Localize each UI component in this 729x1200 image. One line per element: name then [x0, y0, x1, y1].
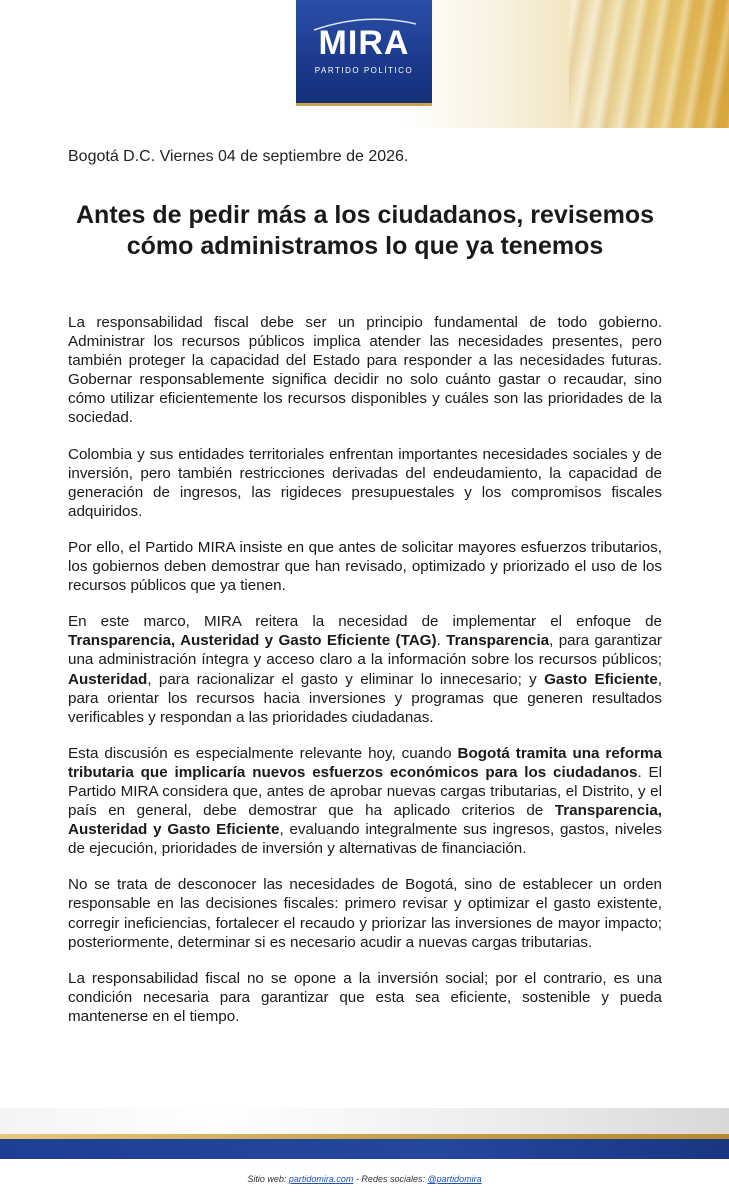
paragraph-4-bold: Transparencia, Austeridad y Gasto Eficiente (TAG) [68, 632, 437, 650]
footer-social-label: - Redes sociales: [353, 1174, 428, 1184]
paragraph-5-bold: Transparencia, Austeridad y Gasto Eficiente [68, 802, 662, 839]
footer-web-label: Sitio web: [247, 1174, 289, 1184]
paragraph-6: No se trata de desconocer las necesidades de Bogotá, sino de establecer un orden responsable en las decisiones fiscales: primero revisar y optimizar el gasto existente, corregir ineficiencias, fortalecer el recaudo y priorizar las inversiones de mayor impacto; posteriormente, determinar si es necesario acudir a nuevas cargas tributarias. [68, 876, 662, 951]
paragraph-2: Colombia y sus entidades territoriales enfrentan importantes necesidades sociales y de inversión, pero también restricciones derivadas del endeudamiento, la capacidad de generación de ingresos, las rigideces presupuestales y los compromisos fiscales adquiridos. [68, 445, 662, 520]
paragraph-4-text: . [436, 632, 447, 650]
footer-band [0, 1108, 729, 1134]
paragraph-5 [68, 744, 662, 859]
logo-subtitle: PARTIDO POLÍTICO [314, 66, 414, 75]
paragraph-4-bold: Transparencia [446, 632, 550, 650]
paragraph-4-text: , para orientar los recursos hacia inversiones y programas que generen resultados verificables y respondan a las prioridades ciudadanas. [68, 670, 662, 726]
paragraph-5-text: , evaluando integralmente sus ingresos, gastos, niveles de ejecución, prioridades de inversión y alternativas de financiación. [68, 821, 662, 858]
paragraph-4-bold: Austeridad [68, 670, 148, 688]
paragraph-4-text: En este marco, MIRA reitera la necesidad de implementar el enfoque de [68, 613, 662, 631]
footer-contact [0, 1174, 729, 1184]
paragraph-3: Por ello, el Partido MIRA insiste en que antes de solicitar mayores esfuerzos tributarios, los gobiernos deben demostrar que han revisado, optimizado y priorizado el uso de los recursos públicos que ya tienen. [68, 538, 662, 595]
paragraph-7: La responsabilidad fiscal no se opone a la inversión social; por el contrario, es una condición necesaria para garantizar que esta sea eficiente, sostenible y pueda mantenerse en el tiempo. [68, 969, 662, 1025]
paragraph-5-text: . El Partido MIRA considera que, antes de aprobar nuevas cargas tributarias, el Distrito, y el país en general, debe demostrar que ha aplicado criterios de [68, 763, 662, 820]
logo-text: MIRA [318, 24, 410, 62]
paragraph-4-bold: Gasto Eficiente [544, 670, 658, 688]
footer-blue-stripe [0, 1139, 729, 1159]
social-link[interactable]: @partidomira [427, 1174, 482, 1184]
paragraph-4-text: , para racionalizar el gasto y eliminar lo innecesario; y [147, 670, 545, 688]
paragraph-4 [68, 612, 662, 727]
paragraph-1: La responsabilidad fiscal debe ser un principio fundamental de todo gobierno. Administrar los recursos públicos implica atender las necesidades presentes, pero también proteger la capacidad del Estado para responder a las necesidades futuras. Gobernar responsablemente significa decidir no solo cuánto gastar o recaudar, sino cómo utilizar eficientemente los recursos disponibles y cuáles son las prioridades de la sociedad. [68, 314, 662, 427]
paragraph-5-text: Esta discusión es especialmente relevante hoy, cuando [68, 744, 458, 762]
paragraph-4-text: , para garantizar una administración íntegra y acceso claro a la información sobre los recursos públicos; [68, 632, 662, 669]
mira-logo [296, 0, 432, 106]
document-body [68, 313, 662, 1043]
paragraph-5-bold: Bogotá tramita una reforma tributaria que implicaría nuevos esfuerzos económicos para los ciudadanos [68, 744, 662, 781]
document-date: Bogotá D.C. Viernes 04 de septiembre de 2026. [68, 148, 409, 165]
document-title: Antes de pedir más a los ciudadanos, revisemos cómo administramos lo que ya tenemos [76, 201, 654, 260]
website-link[interactable]: partidomira.com [288, 1174, 354, 1184]
